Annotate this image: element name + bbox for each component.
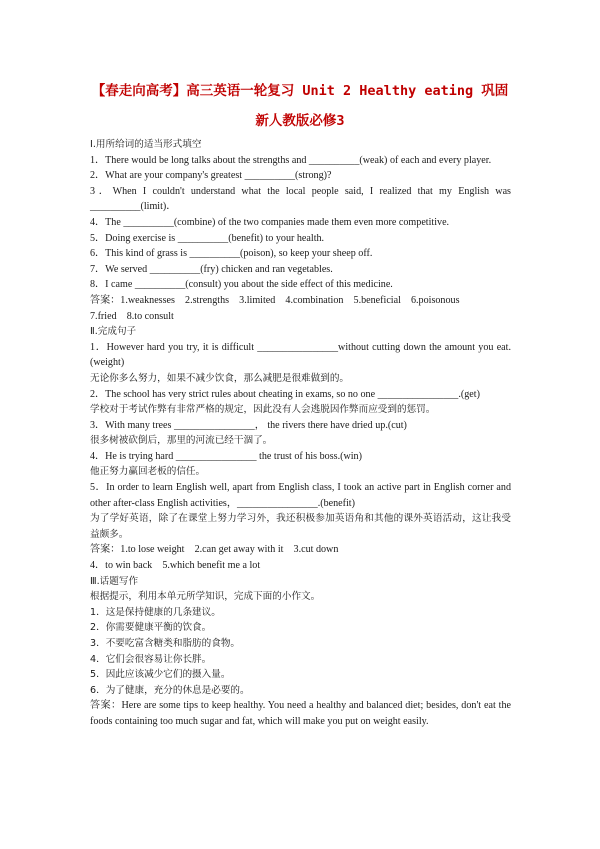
- part2-question-1-chinese: 无论你多么努力，如果不减少饮食，那么减肥是很难做到的。: [90, 372, 350, 384]
- part1-question-4: 4．The __________(combine) of the two companies made them even more competitive.: [90, 216, 450, 228]
- part3-prompt-3: 3．不要吃富含糖类和脂肪的食物。: [90, 638, 241, 649]
- part2-answer-line1: 答案：1.to lose weight 2.can get away with it 3.cut down: [90, 544, 339, 556]
- part2-question-4: 4．He is trying hard ________________ the trust of his boss.(win): [90, 450, 362, 462]
- part1-question-1: 1．There would be long talks about the strengths and __________(weak) of each and every player.: [90, 154, 492, 166]
- part1-question-7: 7．We served __________(fry) chicken and ran vegetables.: [90, 263, 333, 275]
- document-title-line1: 【春走向高考】高三英语一轮复习 Unit 2 Healthy eating 巩固: [91, 83, 509, 99]
- part3-answer: 答案：Here are some tips to keep healthy. You need a healthy and balanced diet; besides, don't eat the foods containing too much sugar and fat, which will make you put on weight easily.: [90, 700, 511, 727]
- part2-answer-line2: 4．to win back 5.which benefit me a lot: [90, 560, 261, 572]
- part2-question-2-chinese: 学校对于考试作弊有非常严格的规定，因此没有人会逃脱因作弊而应受到的惩罚。: [90, 404, 436, 416]
- section-heading-part1: Ⅰ.用所给词的适当形式填空: [90, 139, 202, 150]
- part3-intro: 根据提示，利用本单元所学知识，完成下面的小作文。: [90, 591, 321, 603]
- part3-prompt-4: 4．它们会很容易让你长胖。: [90, 653, 212, 665]
- section-heading-part2: Ⅱ.完成句子: [90, 326, 137, 338]
- part1-answer-line2: 7.fried 8.to consult: [90, 310, 174, 322]
- part3-prompt-1: 1．这是保持健康的几条建议。: [90, 606, 221, 618]
- document-body: [90, 137, 511, 730]
- part1-question-3: 3．When I couldn't understand what the local people said, I realized that my English was __________(limit)．: [90, 185, 511, 213]
- part2-question-5: 5．In order to learn English well, apart from English class, I took an active part in English corner and other after-class English activities，________________.(benefit): [90, 482, 511, 509]
- part3-prompt-5: 5．因此应该减少它们的摄入量。: [90, 669, 231, 681]
- part2-question-4-chinese: 他正努力赢回老板的信任。: [90, 466, 206, 478]
- part3-prompt-2: 2．你需要健康平衡的饮食。: [90, 622, 212, 634]
- part1-question-6: 6．This kind of grass is __________(poison), so keep your sheep off.: [90, 248, 373, 260]
- part2-question-3-chinese: 很多树被砍倒后，那里的河流已经干涸了。: [90, 435, 273, 447]
- part2-question-1: 1．However hard you try, it is difficult ________________without cutting down the amount you eat.(weight): [90, 341, 511, 369]
- part1-question-5: 5．Doing exercise is __________(benefit) to your health.: [90, 232, 325, 244]
- part2-question-5-chinese: 为了学好英语，除了在课堂上努力学习外，我还积极参加英语角和其他的课外英语活动，这让我受益颇多。: [90, 513, 511, 540]
- section-heading-part3: Ⅲ.话题写作: [90, 575, 139, 587]
- part2-question-2: 2．The school has very strict rules about cheating in exams, so no one ________________.(get): [90, 388, 480, 400]
- part1-answer-line1: 答案：1.weaknesses 2.strengths 3.limited 4.combination 5.beneficial 6.poisonous: [90, 294, 460, 306]
- part1-question-2: 2．What are your company's greatest __________(strong)?: [90, 170, 332, 182]
- part1-question-8: 8．I came __________(consult) you about the side effect of this medicine.: [90, 279, 393, 291]
- part3-prompt-6: 6．为了健康，充分的休息是必要的。: [90, 684, 250, 696]
- document-title-line2: 新人教版必修3: [255, 113, 345, 129]
- part2-question-3: 3．With many trees ________________， the rivers there have dried up.(cut): [90, 419, 407, 431]
